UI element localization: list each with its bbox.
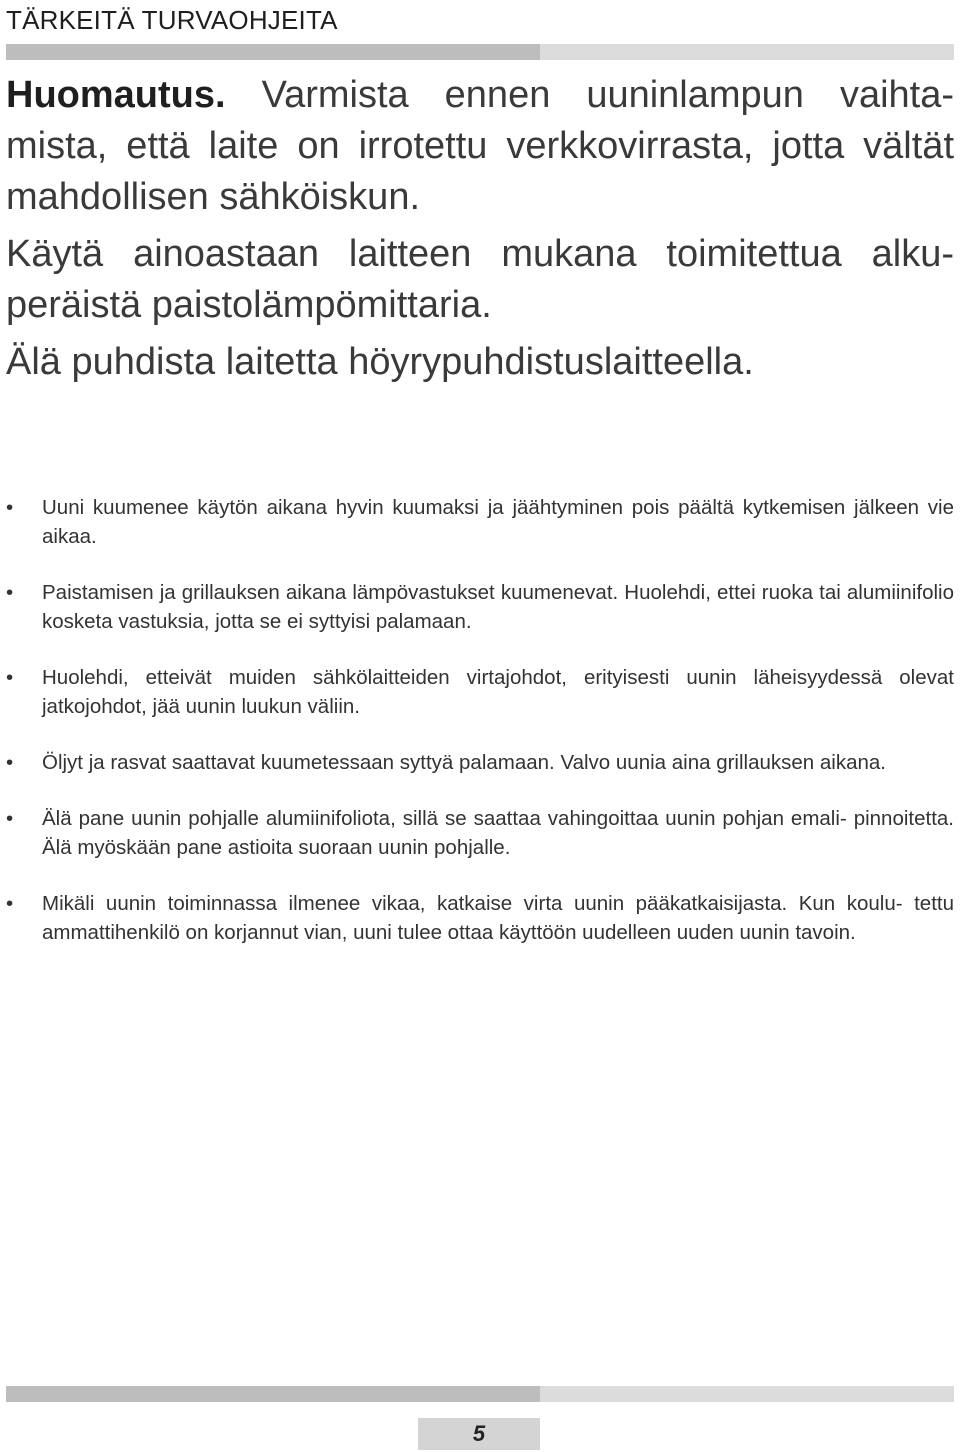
safety-bullet-item xyxy=(6,663,954,721)
bullet-text: Paistamisen ja grillauksen aikana lämpövastukset kuumenevat. Huolehdi, ettei ruoka tai alumiinifolio kosketa vastuksia, jotta se ei syttyisi palamaan. xyxy=(42,581,954,633)
bullet-text: Öljyt ja rasvat saattavat kuumetessaan syttyä palamaan. Valvo uunia aina grillauksen aikana. xyxy=(42,751,887,774)
bullet-symbol: • xyxy=(6,807,14,830)
bullet-symbol: • xyxy=(6,892,14,915)
note-paragraph xyxy=(6,70,954,223)
safety-bullet-list xyxy=(6,493,954,974)
footer-rule xyxy=(6,1386,954,1402)
thermometer-warning: Käytä ainoastaan laitteen mukana toimitettua alku- peräistä paistolämpömittaria. xyxy=(6,233,954,326)
safety-bullet-item xyxy=(6,889,954,947)
page-number: 5 xyxy=(418,1418,540,1450)
safety-bullet-item xyxy=(6,748,954,777)
bullet-text: Älä pane uunin pohjalle alumiinifoliota, sillä se saattaa vahingoittaa uunin pohjan emali- pinnoitetta. Älä myöskään pane astioita suoraan uunin pohjalle. xyxy=(42,807,954,859)
note-text: Varmista ennen uuninlampun vaihta- mista, että laite on irrotettu verkkovirrasta, jotta vältät mahdollisen sähköiskun. xyxy=(6,74,954,218)
safety-bullet-item xyxy=(6,578,954,636)
bullet-symbol: • xyxy=(6,581,14,604)
bullet-text: Mikäli uunin toiminnassa ilmenee vikaa, katkaise virta uunin pääkatkaisijasta. Kun koulu- tettu ammattihenkilö on korjannut vian, uuni tulee ottaa käyttöön uudelleen uuden uunin tavoin. xyxy=(42,892,954,944)
header-rule xyxy=(6,44,954,60)
bullet-symbol: • xyxy=(6,666,14,689)
section-title: TÄRKEITÄ TURVAOHJEITA xyxy=(6,5,338,35)
bullet-text: Huolehdi, etteivät muiden sähkölaitteiden virtajohdot, erityisesti uunin läheisyydessä olevat jatkojohdot, jää uunin luukun väliin. xyxy=(42,666,954,718)
footer-rule-accent xyxy=(6,1386,540,1402)
header-rule-accent xyxy=(6,44,540,60)
steam-cleaning-warning: Älä puhdista laitetta höyrypuhdistuslaitteella. xyxy=(6,341,754,383)
warnings-block xyxy=(6,70,954,394)
bullet-symbol: • xyxy=(6,751,14,774)
bullet-symbol: • xyxy=(6,496,14,519)
note-label: Huomautus. xyxy=(6,74,226,116)
bullet-text: Uuni kuumenee käytön aikana hyvin kuumaksi ja jäähtyminen pois päältä kytkemisen jälkeen vie aikaa. xyxy=(42,496,954,548)
safety-bullet-item xyxy=(6,493,954,551)
safety-bullet-item xyxy=(6,804,954,862)
